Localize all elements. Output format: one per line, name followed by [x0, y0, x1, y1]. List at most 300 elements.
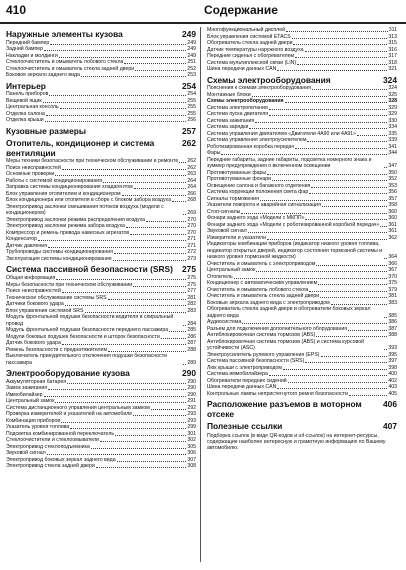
- entry-title: Отделка крыши: [6, 117, 44, 124]
- entry-page: 262: [187, 164, 196, 171]
- entry-page: 270: [187, 216, 196, 223]
- entry-title: Блок управления отопителем и кондиционером: [6, 190, 121, 197]
- entry-title: Передний бампер: [6, 39, 50, 46]
- entry-page: 375: [388, 280, 397, 287]
- entry-page: 263: [187, 171, 196, 178]
- entry-title: Антиблокировочная система тормозов (ABS) и система курсовой устойчивости (ASC): [207, 338, 365, 352]
- toc-entry: [6, 314, 196, 327]
- entry-title: Фонари заднего хода «Модели с роботизированной коробкой передач»: [207, 221, 380, 228]
- entry-title: Блок кондиционера или отопителя в сборе с блоком забора воздуха: [6, 197, 171, 204]
- entry-page: 307: [187, 456, 196, 463]
- dot-leader: [91, 448, 187, 449]
- entry-page: 360: [388, 215, 397, 222]
- entry-page: 283: [187, 307, 196, 314]
- footer-note: Подборка ссылок (в виде QR-кодов и url-ссылок) на интернет-ресурсы, содержащие наиболее интересную и грамотную информацию по Вашему автомобилю.: [207, 432, 386, 452]
- entry-title: Модуль фронтальной подушки безопасности переднего пассажира: [6, 327, 169, 334]
- entry-page: 275: [187, 275, 196, 282]
- entry-title: Передние габариты, задние габариты, подсветка номерного знака и зуммер предупреждения о включенном освещении: [207, 156, 372, 170]
- entry-page: 335: [388, 130, 397, 137]
- dot-leader: [309, 193, 387, 194]
- section-title: Кузовные размеры: [6, 125, 87, 136]
- dot-leader: [65, 305, 187, 306]
- dot-leader: [255, 122, 387, 123]
- page-header: [0, 0, 406, 24]
- entry-title: Отопитель: [207, 273, 233, 280]
- dot-leader: [61, 422, 186, 423]
- entry-page: 286: [187, 333, 196, 340]
- toc-section-heading: [207, 400, 397, 419]
- entry-title: Освещение салона и багажного отделения: [207, 182, 311, 189]
- entry-title: Компрессор и ремень привода навесных агрегатов: [6, 229, 130, 236]
- dot-leader: [267, 174, 387, 175]
- dot-leader: [295, 57, 387, 58]
- dot-leader: [46, 115, 186, 116]
- entry-page: 360: [388, 208, 397, 215]
- entry-page: 271: [187, 236, 196, 243]
- entry-page: 290: [187, 378, 196, 385]
- dot-leader: [286, 31, 388, 32]
- dot-leader: [269, 375, 387, 376]
- entry-page: 350: [388, 169, 397, 176]
- entry-page: 266: [187, 190, 196, 197]
- dot-leader: [114, 253, 186, 254]
- dot-leader: [384, 258, 387, 259]
- dot-leader: [349, 395, 387, 396]
- dot-leader: [183, 364, 187, 365]
- entry-title: Ремень безопасности с преднатяжителем: [6, 346, 108, 353]
- entry-page: 357: [388, 195, 397, 202]
- entry-title: Измерители и указатели: [207, 234, 266, 241]
- entry-page: 271: [187, 242, 196, 249]
- entry-page: 339: [388, 137, 397, 144]
- dot-leader: [269, 115, 387, 116]
- dot-leader: [380, 226, 387, 227]
- entry-title: Пояснения к схемам электрооборудования: [207, 85, 311, 92]
- dot-leader: [44, 396, 187, 397]
- entry-title: Роботизированная коробка передач: [207, 143, 295, 150]
- entry-title: Передние сиденья с обогревателем: [207, 53, 295, 59]
- entry-title: Блок управления системой ETACS: [207, 33, 291, 40]
- entry-title: Аудиосистема: [207, 319, 242, 326]
- entry-title: Индикаторы комбинации приборов (индикатор низкого уровня топлива, индикатор открытых дверей, индикатор состояния тормозной системы и низкого уровня тормозной жидкости): [207, 241, 383, 261]
- entry-title: Система пассивной безопасности (SRS): [207, 358, 305, 365]
- dot-leader: [221, 154, 387, 155]
- entry-title: Панель приборов: [6, 91, 49, 98]
- toc-section-heading: [6, 30, 196, 40]
- entry-page: 330: [388, 117, 397, 124]
- entry-title: Схемы электрооборудования: [207, 98, 284, 105]
- entry-title: Система пуска двигателя: [207, 111, 269, 118]
- entry-page: 324: [388, 85, 397, 92]
- section-page: 249: [182, 29, 196, 39]
- entry-page: 251: [187, 59, 196, 66]
- entry-page: 262: [187, 158, 196, 165]
- section-page: 262: [182, 138, 196, 149]
- toc-section-heading: [6, 369, 196, 379]
- entry-title: Конденсатор: [6, 236, 38, 243]
- entry-title: Монтажные блоки: [207, 91, 251, 98]
- toc-entry: [6, 353, 196, 366]
- entry-page: 293: [187, 417, 196, 424]
- dot-leader: [292, 38, 388, 39]
- entry-title: Поиск неисправностей: [6, 288, 61, 295]
- dot-leader: [241, 213, 387, 214]
- entry-title: Стеклоочистители и стеклоомыватели: [6, 437, 99, 444]
- entry-title: Подсветка комбинированной переключатель: [6, 430, 115, 437]
- page-number: 410: [6, 3, 27, 17]
- entry-page: 329: [388, 104, 397, 111]
- dot-leader: [43, 102, 187, 103]
- entry-page: 291: [187, 398, 196, 405]
- entry-page: 293: [187, 411, 196, 418]
- entry-title: Датчик давления: [6, 242, 48, 249]
- entry-page: 299: [187, 424, 196, 431]
- dot-leader: [48, 247, 186, 248]
- entry-page: 364: [388, 254, 397, 261]
- section-title: Электрооборудование кузова: [6, 368, 130, 379]
- dot-leader: [47, 454, 187, 455]
- entry-page: 255: [187, 104, 196, 111]
- dot-leader: [260, 200, 387, 201]
- entry-page: 287: [187, 340, 196, 347]
- toc-entry: [6, 72, 196, 79]
- toc-section-heading: [6, 265, 196, 275]
- entry-page: 277: [187, 288, 196, 295]
- entry-page: 268: [187, 197, 196, 204]
- entry-title: Электроусилитель рулевого управления (EPS): [207, 351, 320, 358]
- toc-entry: [207, 339, 397, 352]
- section-page: 407: [383, 421, 397, 432]
- toc-entry: [207, 157, 397, 170]
- entry-page: 405: [388, 390, 397, 397]
- entry-title: Общая информация: [6, 275, 56, 282]
- entry-page: 275: [187, 281, 196, 288]
- entry-title: Антиблокировочная система тормозов (ABS): [207, 332, 316, 339]
- entry-page: 270: [187, 229, 196, 236]
- dot-leader: [384, 317, 388, 318]
- entry-title: Центральный замок: [207, 267, 256, 274]
- entry-page: 311: [388, 27, 397, 33]
- entry-page: 292: [187, 404, 196, 411]
- dot-leader: [122, 195, 187, 196]
- dot-leader: [331, 304, 388, 305]
- dot-leader: [277, 70, 387, 71]
- entry-title: Система дистанционного управления центральным замком: [6, 404, 150, 411]
- toc-entry: [207, 241, 397, 261]
- dot-leader: [62, 169, 187, 170]
- entry-title: Трубопроводы системы кондиционирования: [6, 249, 113, 256]
- dot-leader: [309, 291, 387, 292]
- dot-leader: [124, 63, 186, 64]
- entry-title: Заправка системы кондиционирования хладагентом: [6, 184, 133, 191]
- entry-page: 397: [388, 358, 397, 365]
- entry-page: 315: [388, 40, 397, 46]
- page-title: Содержание: [204, 3, 278, 17]
- entry-page: 370: [388, 273, 397, 280]
- entry-page: 305: [187, 443, 196, 450]
- entry-title: Обогреватель стекла задней двери и обогреватели боковых зеркал заднего вида: [207, 306, 371, 319]
- entry-title: Обогреватели передних сидений: [207, 377, 287, 384]
- entry-title: Стоп-сигналы: [207, 208, 241, 215]
- entry-page: 386: [388, 319, 397, 326]
- toc-left-column: [6, 27, 196, 470]
- entry-page: 358: [388, 202, 397, 209]
- entry-page: 403: [388, 384, 397, 391]
- entry-title: Контрольные лампы непристегнутого ремня безопасности: [207, 390, 348, 397]
- section-title: Отопитель, кондиционер и система вентиляции: [6, 138, 155, 158]
- entry-page: 290: [187, 385, 196, 392]
- entry-page: 301: [187, 430, 196, 437]
- entry-title: Указатель уровня топлива: [6, 424, 70, 431]
- entry-title: Электропривод боковых зеркал заднего вида: [6, 456, 116, 463]
- entry-page: 398: [388, 364, 397, 371]
- dot-leader: [100, 441, 186, 442]
- entry-title: Кондиционер с автоматическим управлением: [207, 280, 318, 287]
- entry-page: 366: [388, 260, 397, 267]
- entry-page: 308: [187, 463, 196, 470]
- dot-leader: [320, 297, 387, 298]
- entry-title: Боковые зеркала заднего вида с электроприводом: [207, 299, 330, 306]
- entry-title: Система мультиплексной связи (LIN): [207, 59, 297, 66]
- entry-page: 388: [388, 332, 397, 339]
- entry-title: Вещевой ящик: [6, 97, 42, 104]
- entry-page: 379: [388, 286, 397, 293]
- dot-leader: [307, 141, 387, 142]
- toc-section-heading: [6, 139, 196, 158]
- entry-title: Система зажигания: [207, 117, 255, 124]
- entry-page: 328: [388, 98, 397, 105]
- entry-title: Система электропитания: [207, 104, 268, 111]
- entry-page: 316: [388, 46, 397, 53]
- toc-section-heading: [6, 82, 196, 92]
- dot-leader: [45, 121, 187, 122]
- entry-title: Стеклоочиститель и омыватель стекла задней двери: [6, 65, 135, 72]
- dot-leader: [256, 271, 387, 272]
- dot-leader: [108, 299, 187, 300]
- dot-leader: [242, 323, 387, 324]
- entry-page: 253: [187, 72, 196, 79]
- section-title: Расположение разъемов в моторном отсеке: [207, 399, 362, 419]
- entry-page: 249: [187, 39, 196, 46]
- dot-leader: [311, 187, 387, 188]
- entry-title: Электропривод заслонки смешивания потоков воздуха (модели с кондиционером): [6, 203, 164, 217]
- entry-page: 341: [388, 143, 397, 150]
- dot-leader: [316, 336, 387, 337]
- dot-leader: [133, 286, 186, 287]
- entry-title: Проверка измерителей и указателей на автомобиле: [6, 411, 133, 418]
- dot-leader: [146, 221, 186, 222]
- dot-leader: [288, 382, 388, 383]
- toc-entry: [6, 463, 196, 470]
- dot-leader: [172, 201, 186, 202]
- section-page: 324: [383, 74, 397, 85]
- dot-leader: [312, 89, 387, 90]
- dot-leader: [295, 148, 387, 149]
- entry-page: 367: [388, 267, 397, 274]
- entry-page: 269: [187, 210, 196, 217]
- entry-title: Отделка салона: [6, 110, 45, 117]
- entry-page: 272: [187, 249, 196, 256]
- section-title: Наружные элементы кузова: [6, 29, 123, 39]
- entry-page: 270: [187, 223, 196, 230]
- toc-section-heading: [207, 422, 397, 432]
- section-page: 275: [182, 264, 196, 275]
- entry-page: 361: [388, 221, 397, 228]
- entry-page: 256: [187, 117, 196, 124]
- entry-title: Выключатель принудительного отключения подушки безопасности пассажира: [6, 353, 168, 366]
- entry-title: Разъем для подключения дополнительного оборудования: [207, 325, 348, 332]
- entry-title: Люк крыши с электроприводом: [207, 364, 282, 371]
- entry-page: 302: [187, 437, 196, 444]
- toc-right-column: [207, 27, 397, 452]
- entry-page: 402: [388, 377, 397, 384]
- entry-page: 273: [187, 255, 196, 262]
- entry-title: Очиститель и омыватель лобового стекла: [207, 286, 309, 293]
- entry-page: 353: [388, 182, 397, 189]
- dot-leader: [117, 461, 187, 462]
- entry-page: 385: [388, 312, 397, 319]
- entry-page: 347: [388, 163, 397, 170]
- entry-title: Аккумуляторная батарея: [6, 378, 67, 385]
- entry-title: Сигналы торможения: [207, 195, 259, 202]
- dot-leader: [135, 70, 186, 71]
- dot-leader: [38, 240, 186, 241]
- entry-title: Шина передачи данных CAN: [207, 66, 277, 72]
- section-page: 257: [182, 125, 196, 136]
- entry-title: Боковое зеркало заднего вида: [6, 72, 80, 79]
- entry-title: Стеклоочиститель и омыватель лобового стекла: [6, 59, 124, 66]
- entry-title: Система коррекции положения света фар: [207, 189, 309, 196]
- dot-leader: [55, 402, 186, 403]
- entry-page: 255: [187, 110, 196, 117]
- entry-page: 395: [388, 351, 397, 358]
- dot-leader: [318, 284, 387, 285]
- entry-title: Замок зажигания: [6, 385, 48, 392]
- entry-title: Комбинация приборов: [6, 417, 61, 424]
- entry-title: Система управления двигателем «Двигатели 4A90 или 4A91»: [207, 130, 357, 137]
- section-title: Схемы электрооборудования: [207, 74, 331, 85]
- dot-leader: [81, 76, 186, 77]
- dot-leader: [130, 234, 186, 235]
- dot-leader: [44, 50, 186, 51]
- entry-title: Поиск неисправностей: [6, 164, 61, 171]
- entry-page: 321: [388, 66, 397, 72]
- entry-page: 264: [187, 177, 196, 184]
- dot-leader: [59, 57, 187, 58]
- entry-title: Накладки и молдинги: [6, 52, 58, 59]
- entry-page: 352: [388, 176, 397, 183]
- dot-leader: [103, 182, 186, 183]
- dot-leader: [272, 180, 387, 181]
- entry-page: 344: [388, 150, 397, 157]
- section-page: 254: [182, 80, 196, 91]
- entry-page: 361: [388, 228, 397, 235]
- dot-leader: [252, 96, 388, 97]
- entry-title: Датчик бокового удара: [6, 340, 61, 347]
- dot-leader: [357, 135, 387, 136]
- dot-leader: [161, 338, 187, 339]
- dot-leader: [134, 188, 187, 189]
- dot-leader: [85, 312, 187, 313]
- entry-page: 284: [187, 320, 196, 327]
- dot-leader: [183, 214, 187, 215]
- section-page: 290: [182, 368, 196, 379]
- toc-entry: [207, 306, 397, 319]
- dot-leader: [384, 167, 387, 168]
- dot-leader: [305, 51, 388, 52]
- entry-page: 255: [187, 97, 196, 104]
- toc-entry: [6, 256, 196, 263]
- entry-title: Меры техники безопасности при техническом обслуживании и ремонте: [6, 158, 179, 165]
- toc-entry: [207, 66, 397, 73]
- toc-section-heading: [6, 127, 196, 137]
- dot-leader: [133, 415, 186, 416]
- dot-leader: [179, 162, 186, 163]
- entry-page: 362: [388, 234, 397, 241]
- dot-leader: [248, 232, 388, 233]
- dot-leader: [348, 330, 387, 331]
- entry-page: 290: [187, 391, 196, 398]
- entry-page: 289: [187, 359, 196, 366]
- entry-title: Блок управления системой SRS: [6, 307, 84, 314]
- dot-leader: [108, 351, 186, 352]
- entry-title: Шина передачи данных CAN: [207, 384, 277, 391]
- dot-leader: [234, 278, 388, 279]
- entry-title: Система зарядки: [207, 124, 249, 131]
- dot-leader: [55, 175, 186, 176]
- dot-leader: [183, 325, 187, 326]
- dot-leader: [384, 349, 387, 350]
- dot-leader: [50, 44, 186, 45]
- toc-entry: [207, 391, 397, 398]
- dot-leader: [305, 219, 387, 220]
- entry-page: 325: [388, 91, 397, 98]
- entry-page: 318: [388, 59, 397, 66]
- entry-title: Датчик температуры наружного воздуха: [207, 46, 304, 53]
- entry-title: Меры безопасности при техническом обслуживании: [6, 281, 133, 288]
- entry-page: 252: [187, 65, 196, 72]
- entry-page: 288: [187, 346, 196, 353]
- toc-entry: [6, 204, 196, 217]
- dot-leader: [126, 227, 186, 228]
- column-divider: [200, 27, 201, 562]
- entry-page: 281: [187, 294, 196, 301]
- entry-page: 306: [187, 450, 196, 457]
- entry-title: Модули боковых подушек безопасности и шторок безопасности: [6, 333, 160, 340]
- entry-title: Основные проверки: [6, 171, 55, 178]
- entry-title: Очиститель и омыватель с электроприводом: [207, 260, 316, 267]
- entry-title: Работы с системой кондиционирования: [6, 177, 103, 184]
- entry-title: Эксплуатация системы кондиционирования: [6, 255, 112, 262]
- dot-leader: [62, 344, 187, 345]
- section-title: Система пассивной безопасности (SRS): [6, 264, 173, 275]
- entry-title: Фонари заднего хода «Модели с МКПП»: [207, 215, 305, 222]
- dot-leader: [322, 206, 387, 207]
- dot-leader: [56, 279, 186, 280]
- entry-title: Электропривод стекла задней двери: [6, 463, 95, 470]
- entry-page: 393: [388, 345, 397, 352]
- entry-title: Электропривод заслонки режима распределения воздуха: [6, 216, 146, 223]
- entry-title: Задний бампер: [6, 46, 44, 53]
- entry-title: Звуковой сигнал: [6, 450, 46, 457]
- dot-leader: [169, 331, 186, 332]
- dot-leader: [316, 265, 387, 266]
- entry-page: 249: [187, 52, 196, 59]
- entry-page: 356: [388, 189, 397, 196]
- section-page: 406: [383, 399, 397, 410]
- entry-title: Центральный замок: [6, 398, 55, 405]
- entry-title: Система иммобилайзера: [207, 371, 268, 378]
